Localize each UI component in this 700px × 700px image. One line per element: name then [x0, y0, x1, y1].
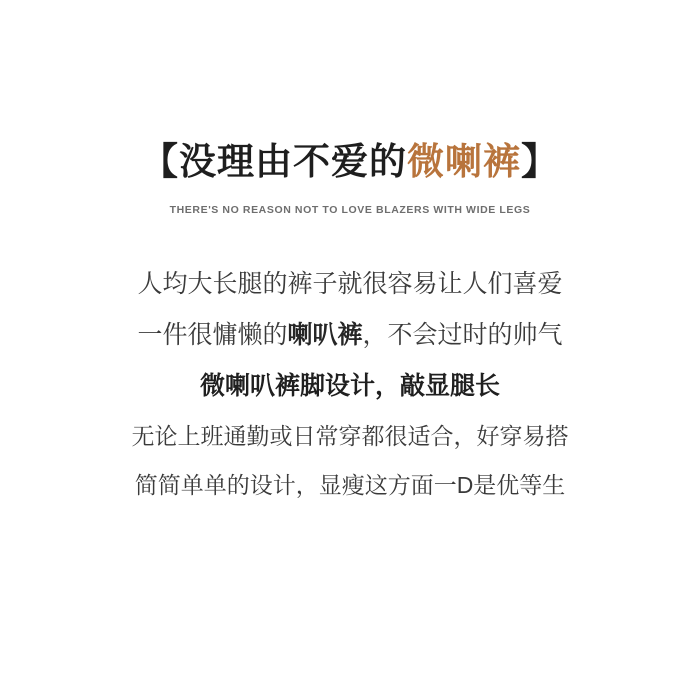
headline-lead-text: 没理由不爱的 — [179, 141, 407, 182]
body-copy — [0, 272, 700, 497]
body-line-5: 简简单单的设计，显瘦这方面一D是优等生 — [134, 472, 566, 498]
body-line-1: 人均大长腿的裤子就很容易让人们喜爱 — [137, 270, 563, 298]
body-line-2-prefix: 一件很慵懒的 — [137, 321, 288, 349]
headline-block — [0, 140, 700, 216]
subtitle: THERE'S NO REASON NOT TO LOVE BLAZERS WITH WIDE LEGS — [169, 204, 531, 217]
body-line-4: 无论上班通勤或日常穿都很适合，好穿易搭 — [131, 423, 569, 449]
page-title — [0, 140, 700, 184]
close-bracket: 】 — [521, 141, 559, 182]
body-line-3: 微喇叭裤脚设计，敲显腿长 — [199, 372, 500, 400]
headline-accent-text: 微喇裤 — [407, 141, 521, 182]
body-line-2-emphasis: 喇叭裤 — [287, 321, 363, 349]
body-line-2-suffix: ，不会过时的帅气 — [362, 321, 563, 349]
open-bracket: 【 — [141, 141, 179, 182]
body-line-2 — [0, 323, 700, 348]
